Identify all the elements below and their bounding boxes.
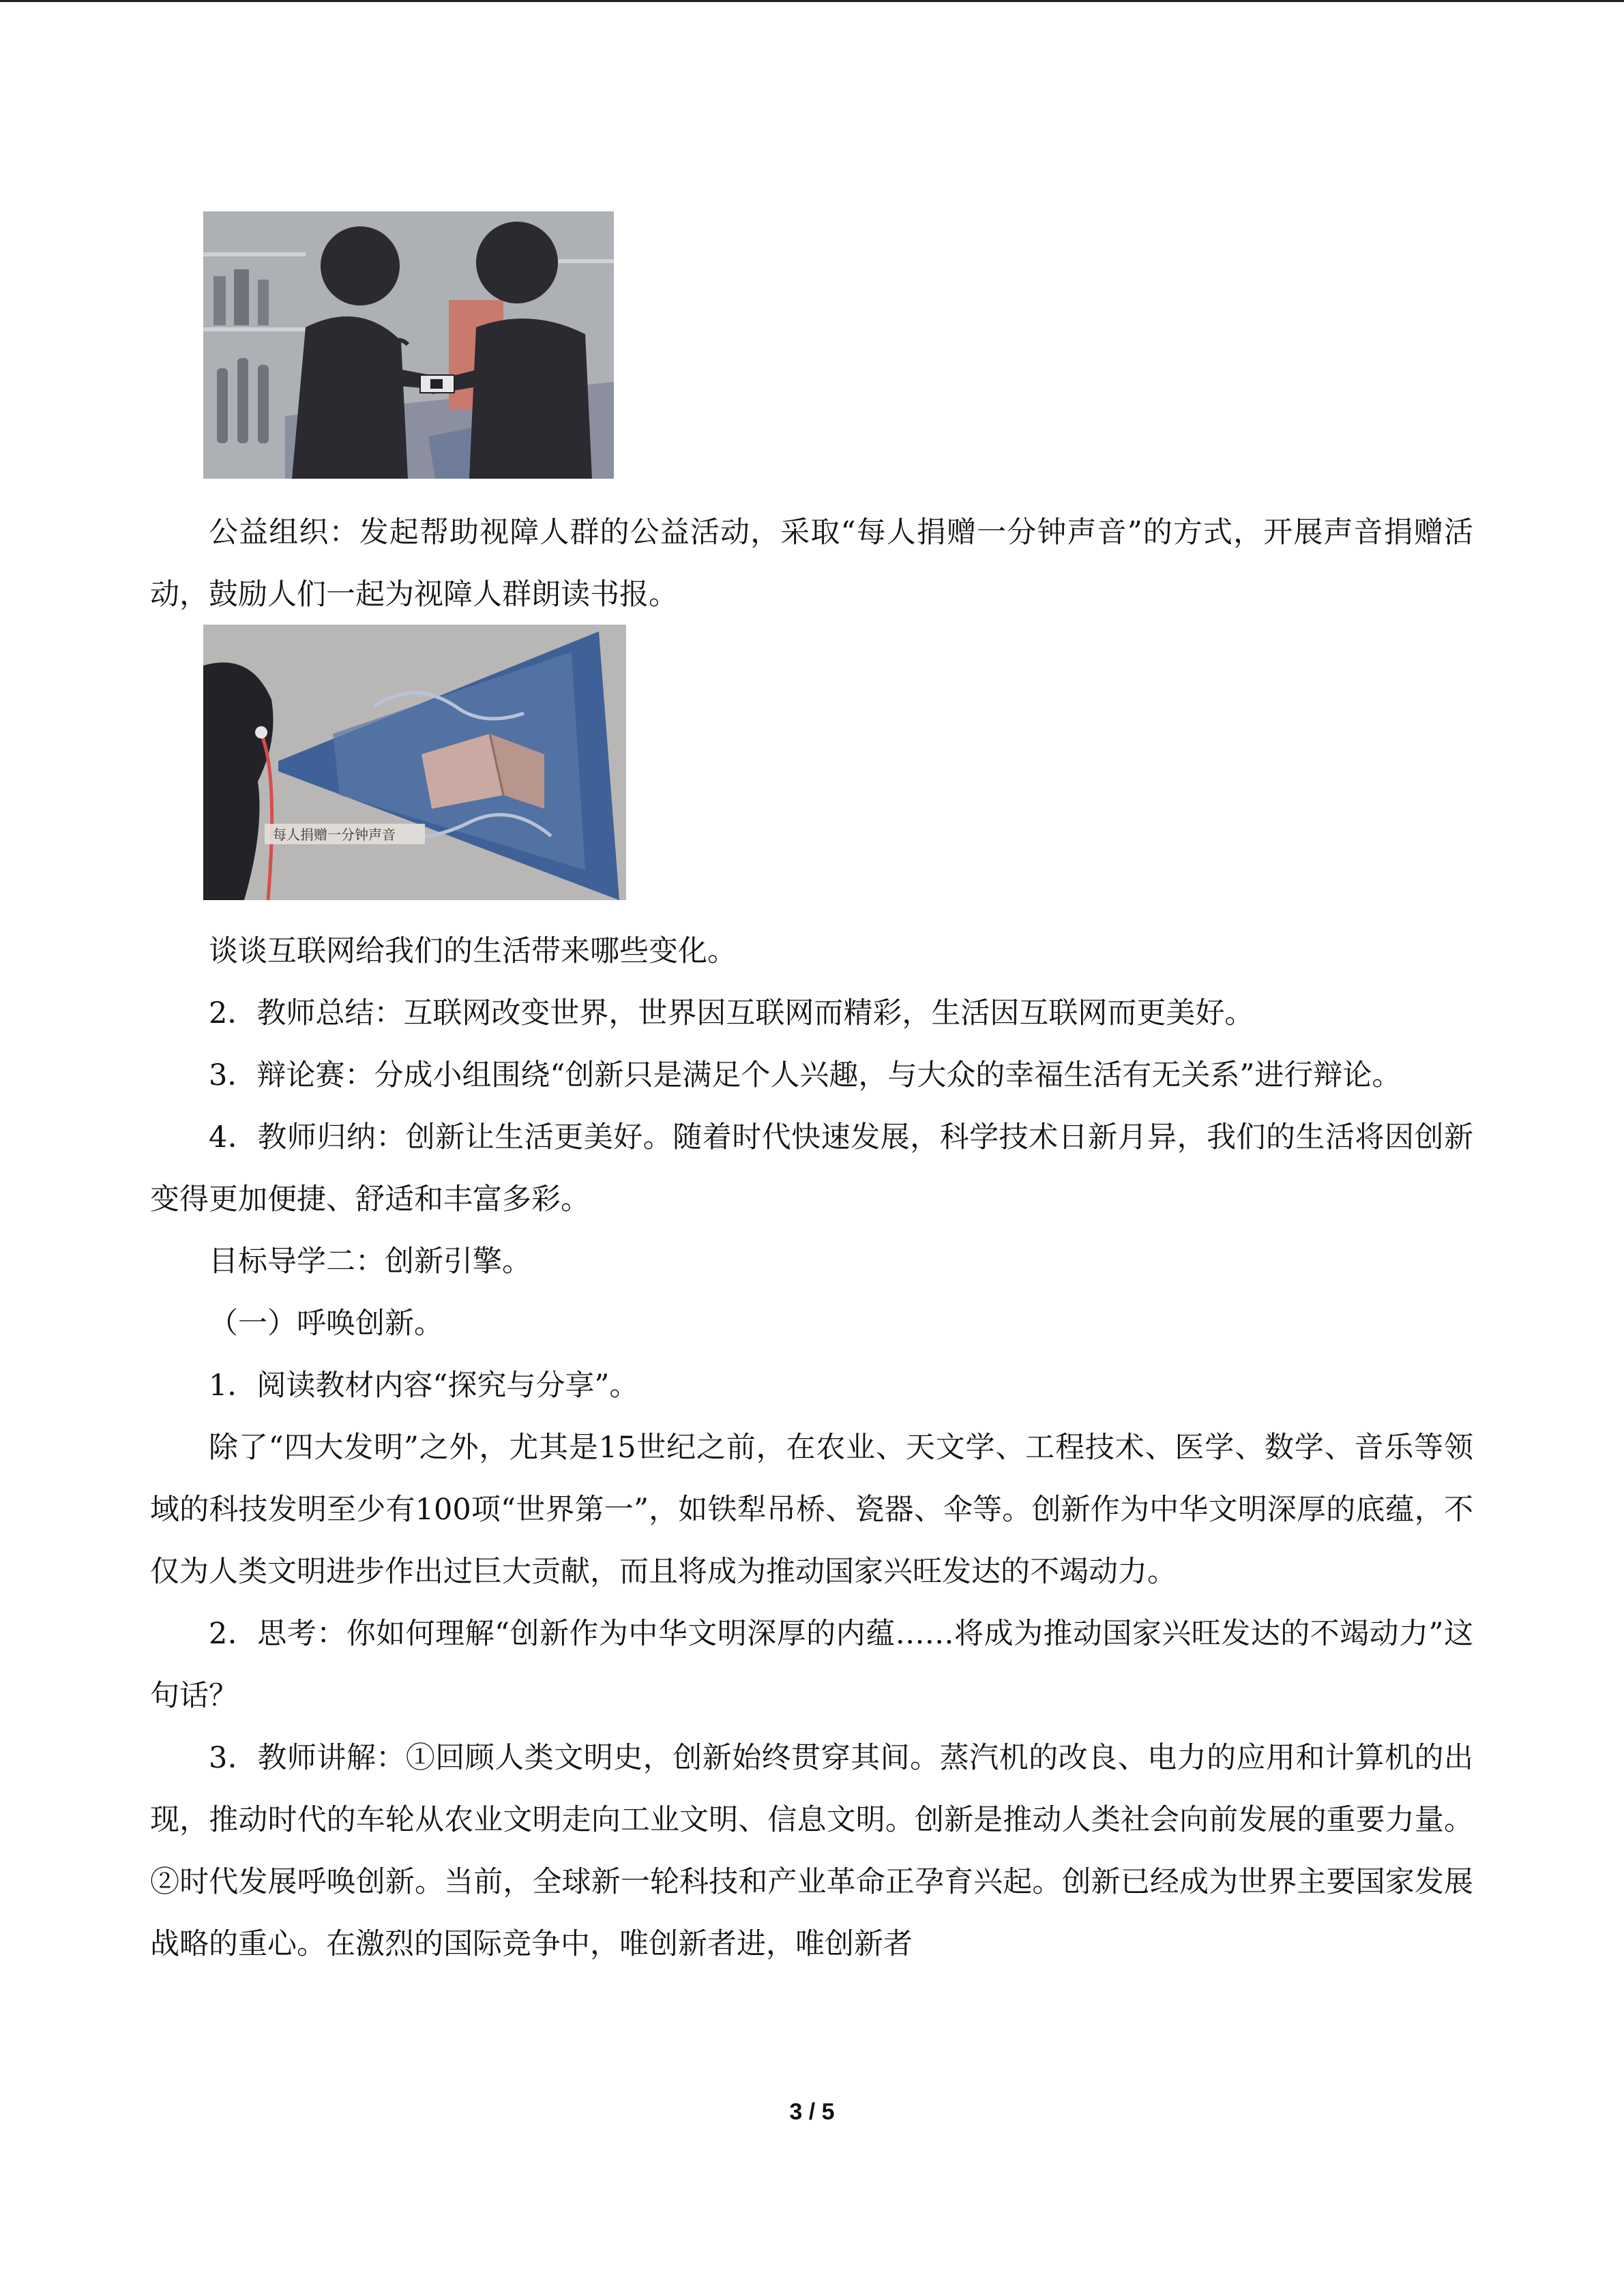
top-border [0, 0, 1624, 2]
paragraph: 1．阅读教材内容“探究与分享”。 [209, 1369, 639, 1403]
paragraph: 3．教师讲解：①回顾人类文明史，创新始终贯穿其间。蒸汽机的改良、电力的应用和计算机的出现，推动时代的车轮从农业文明走向工业文明、信息文明。创新是推动人类社会向前发展的重要力量。②时代发展呼唤创新。当前，全球新一轮科技和产业革命正孕育兴起。创新已经成为世界主要国家发展战略的重心。在激烈的国际竞争中，唯创新者进，唯创新者 [150, 1741, 1473, 1961]
paragraph: 2．思考：你如何理解“创新作为中华文明深厚的内蕴……将成为推动国家兴旺发达的不竭动力”这句话？ [150, 1617, 1473, 1713]
illustration-shop-payment [203, 211, 614, 479]
paragraph: 3．辩论赛：分成小组围绕“创新只是满足个人兴趣，与大众的幸福生活有无关系”进行辩论。 [209, 1058, 1402, 1092]
image-caption: 每人捐赠一分钟声音 [273, 826, 396, 843]
paragraph: 除了“四大发明”之外，尤其是15世纪之前，在农业、天文学、工程技术、医学、数学、音乐等领域的科技发明至少有100项“世界第一”，如铁犁吊桥、瓷器、伞等。创新作为中华文明深厚的底蕴，不仅为人类文明进步作出过巨大贡献，而且将成为推动国家兴旺发达的不竭动力。 [150, 1431, 1473, 1589]
page-number: 3 / 5 [789, 2099, 835, 2125]
paragraph: 4．教师归纳：创新让生活更美好。随着时代快速发展，科学技术日新月异，我们的生活将因创新变得更加便捷、舒适和丰富多彩。 [150, 1120, 1473, 1217]
paragraph: 2．教师总结：互联网改变世界，世界因互联网而精彩，生活因互联网而更美好。 [209, 996, 1254, 1030]
text-block-1 [150, 502, 1473, 626]
paragraph: 目标导学二：创新引擎。 [209, 1244, 531, 1279]
paragraph: 公益组织：发起帮助视障人群的公益活动，采取“每人捐赠一分钟声音”的方式，开展声音捐赠活动，鼓励人们一起为视障人群朗读书报。 [150, 516, 1473, 612]
paragraph: （一）呼唤创新。 [209, 1307, 443, 1341]
text-block-2 [150, 921, 1473, 1976]
illustration-voice-donation [203, 625, 626, 900]
paragraph: 谈谈互联网给我们的生活带来哪些变化。 [209, 934, 737, 968]
